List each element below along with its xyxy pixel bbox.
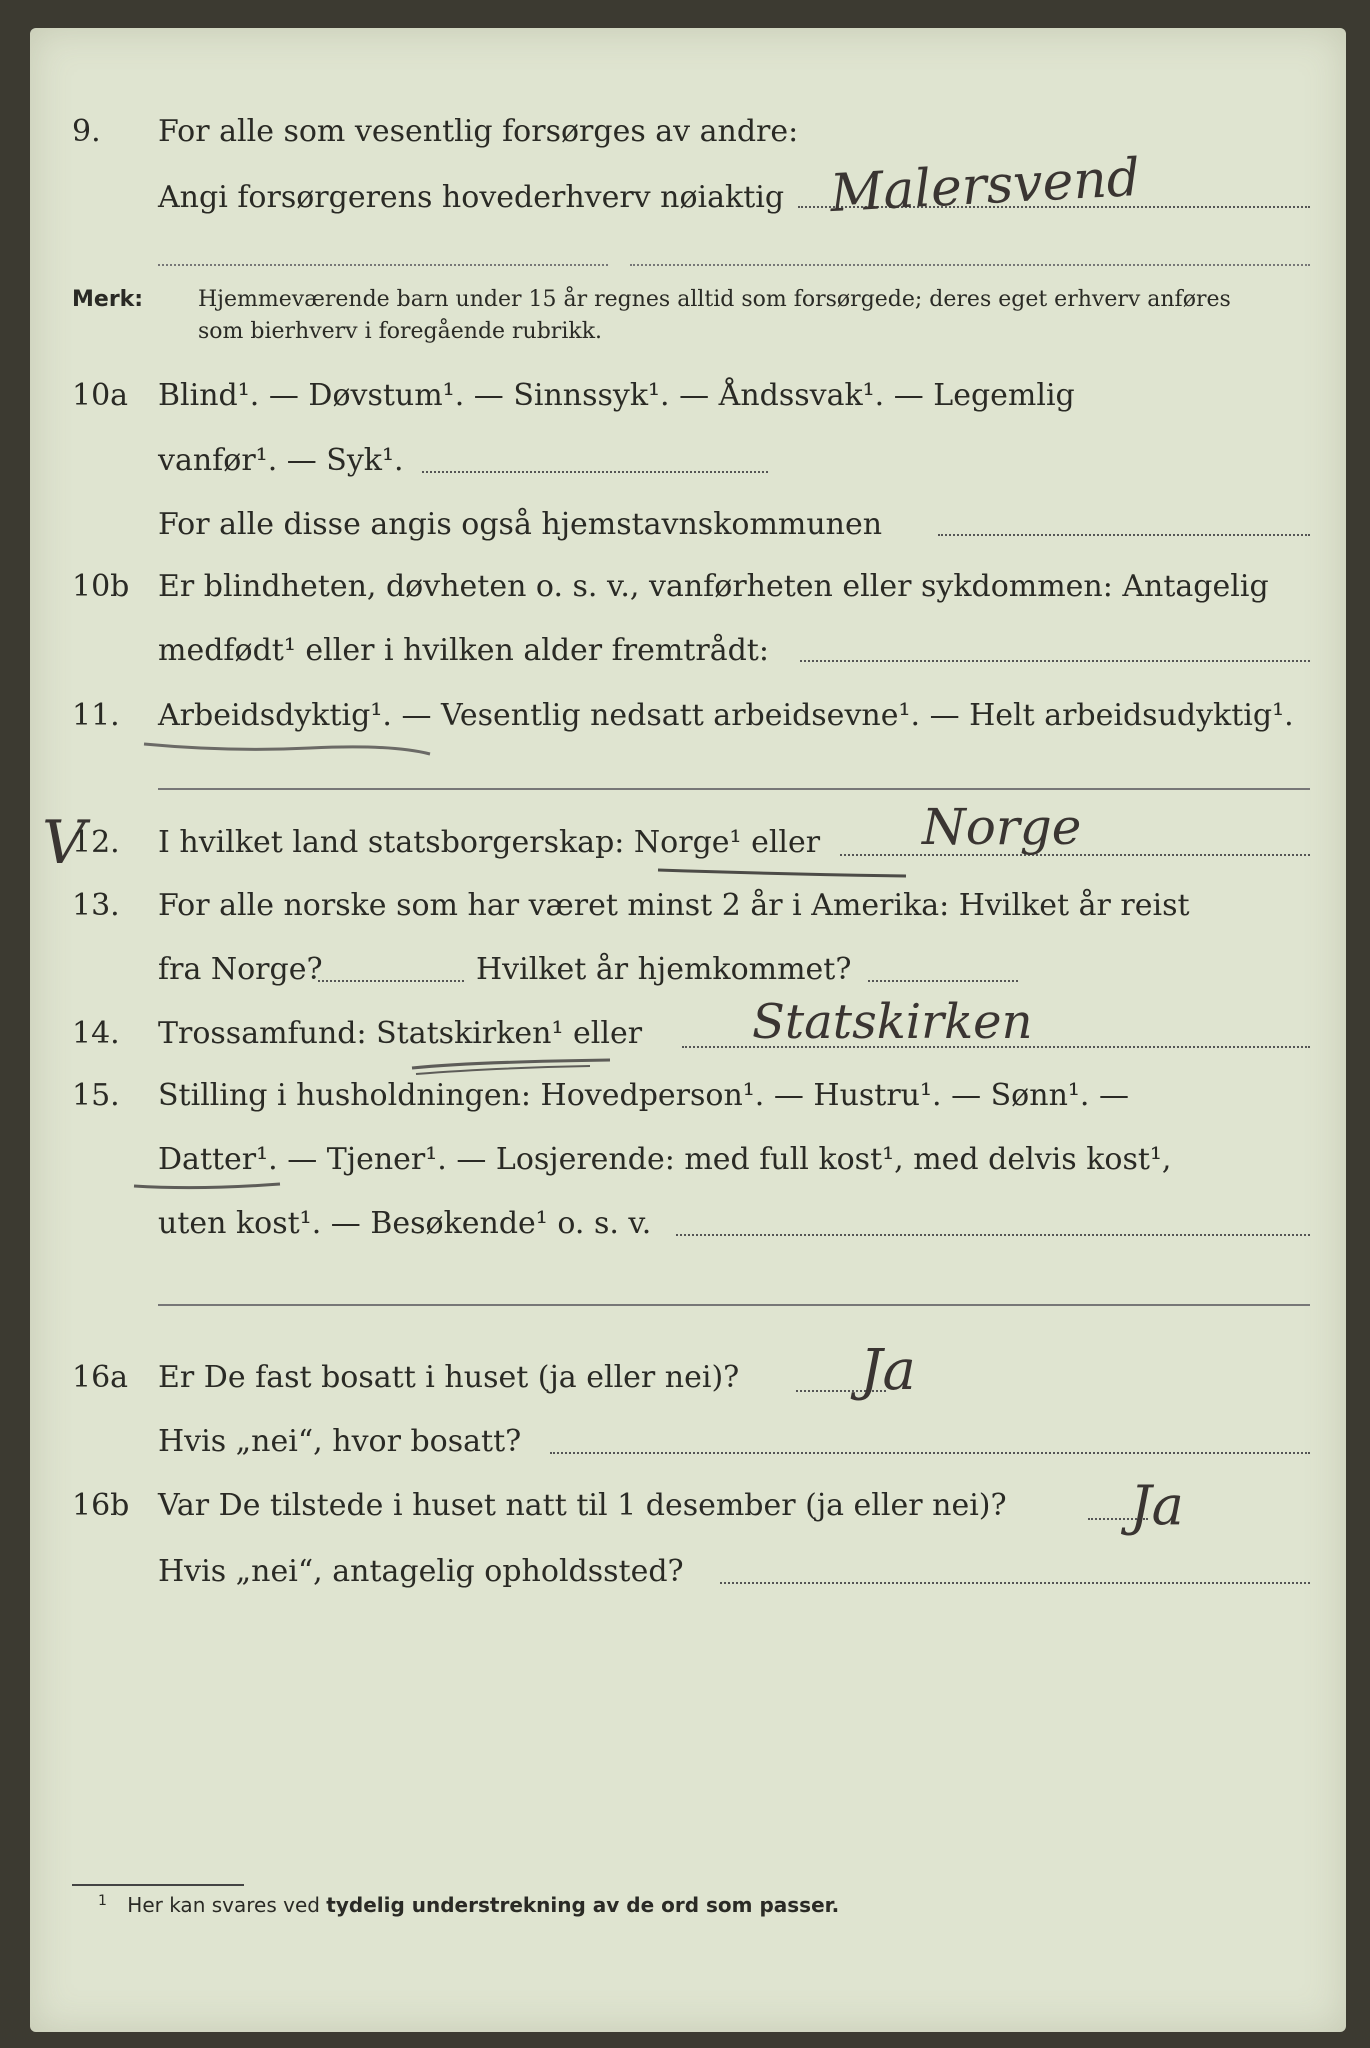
question-text: Arbeidsdyktig¹. — Vesentlig nedsatt arbeidsevne¹. — Helt arbeidsudyktig¹. (158, 698, 1294, 733)
question-text: For alle disse angis også hjemstavnskommunen (158, 507, 883, 542)
divider (158, 1304, 1310, 1306)
handwritten-answer-present: Ja (1130, 1474, 1184, 1537)
question-number: 16a (72, 1360, 129, 1395)
question-text: Stilling i husholdningen: Hovedperson¹. — Hustru¹. — Sønn¹. — (158, 1078, 1129, 1113)
handwritten-answer-religion: Statskirken (752, 994, 1033, 1050)
footnote-text-b: tydelig understrekning av de ord som passer. (326, 1893, 840, 1917)
question-text: Er blindheten, døvheten o. s. v., vanførheten eller sykdommen: Antagelig (158, 569, 1269, 604)
question-text: medfødt¹ eller i hvilken alder fremtrådt: (158, 633, 769, 668)
footnote-text-a: Her kan svares ved (127, 1893, 327, 1917)
underline-mark (410, 1054, 620, 1080)
note-label: Merk: (72, 287, 144, 312)
question-text: Er De fast bosatt i huset (ja eller nei)? (158, 1360, 740, 1395)
question-number: 14. (72, 1016, 120, 1051)
underline-mark (656, 864, 916, 882)
handwritten-answer-citizenship: Norge (922, 798, 1082, 856)
answer-line (676, 1234, 1310, 1236)
divider (158, 788, 1310, 790)
question-number: 15. (72, 1078, 120, 1113)
footnote-rule (72, 1884, 244, 1886)
question-number: 13. (72, 888, 120, 923)
question-number: 9. (72, 114, 101, 149)
divider (158, 264, 608, 266)
note-merk (30, 284, 1346, 354)
underline-mark (130, 1176, 290, 1198)
answer-line (422, 471, 768, 473)
question-text: For alle norske som har været minst 2 år i Amerika: Hvilket år reist (158, 888, 1190, 923)
answer-line (868, 980, 1018, 982)
question-text: Blind¹. — Døvstum¹. — Sinnssyk¹. — Åndssvak¹. — Legemlig (158, 378, 1075, 413)
handwritten-answer-resident: Ja (860, 1338, 916, 1403)
check-mark: V (42, 808, 86, 878)
question-text-b: Hvilket år hjemkommet? (476, 952, 852, 987)
question-text: For alle som vesentlig forsørges av andre: (158, 114, 799, 149)
note-text: Hjemmeværende barn under 15 år regnes alltid som forsørgede; deres eget erhverv anføres som bierhverv i foregående rubrikk. (198, 287, 1231, 344)
question-text: vanfør¹. — Syk¹. (158, 443, 404, 478)
question-number: 16b (72, 1488, 130, 1523)
question-text: uten kost¹. — Besøkende¹ o. s. v. (158, 1206, 652, 1241)
question-text: Var De tilstede i huset natt til 1 desember (ja eller nei)? (158, 1488, 1007, 1523)
handwritten-answer-occupation: Malersvend (828, 147, 1142, 225)
underline-mark (140, 730, 440, 760)
question-number: 10a (72, 378, 129, 413)
question-text: Hvis „nei“, antagelig opholdssted? (158, 1554, 684, 1589)
question-number: 12. (72, 825, 120, 860)
answer-line (800, 660, 1310, 662)
footnote-mark: 1 (98, 1893, 107, 1909)
question-text: I hvilket land statsborgerskap: Norge¹ eller (158, 825, 821, 860)
question-text: Datter¹. — Tjener¹. — Losjerende: med full kost¹, med delvis kost¹, (158, 1142, 1172, 1177)
answer-line (318, 980, 464, 982)
question-number: 10b (72, 569, 130, 604)
footnote (98, 1893, 839, 1917)
answer-line (720, 1582, 1310, 1584)
question-number: 11. (72, 698, 120, 733)
answer-line (550, 1452, 1310, 1454)
divider (630, 264, 1310, 266)
answer-line (938, 534, 1310, 536)
census-form-page (30, 28, 1346, 2032)
question-text: Angi forsørgerens hovederhverv nøiaktig (158, 180, 785, 215)
question-text: Trossamfund: Statskirken¹ eller (158, 1016, 643, 1051)
question-text: Hvis „nei“, hvor bosatt? (158, 1424, 522, 1459)
question-text-a: fra Norge? (158, 952, 323, 987)
